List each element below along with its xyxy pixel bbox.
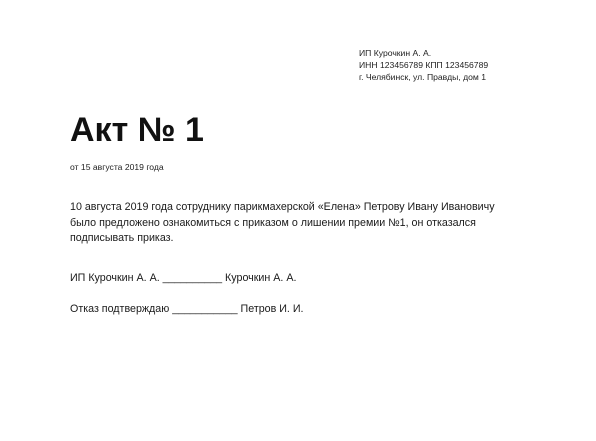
body-line-2: было предложено ознакомиться с приказом о лишении премии №1, он отказался	[70, 216, 476, 229]
body-line-3: подписывать приказ.	[70, 232, 174, 244]
organization-address: г. Челябинск, ул. Правды, дом 1	[359, 72, 486, 82]
document-body	[70, 200, 530, 247]
organization-details	[359, 47, 488, 83]
signature-line-issuer: ИП Курочкин А. А. __________ Курочкин А. А.	[70, 272, 297, 284]
organization-tax-ids: ИНН 123456789 КПП 123456789	[359, 60, 489, 70]
document-date: от 15 августа 2019 года	[70, 162, 164, 172]
body-line-1: 10 августа 2019 года сотруднику парикмахерской «Елена» Петрову Ивану Ивановичу	[70, 201, 495, 213]
organization-name: ИП Курочкин А. А.	[359, 48, 432, 58]
signature-line-refusal: Отказ подтверждаю ___________ Петров И. И.	[70, 303, 304, 315]
document-title: Акт № 1	[70, 111, 204, 149]
